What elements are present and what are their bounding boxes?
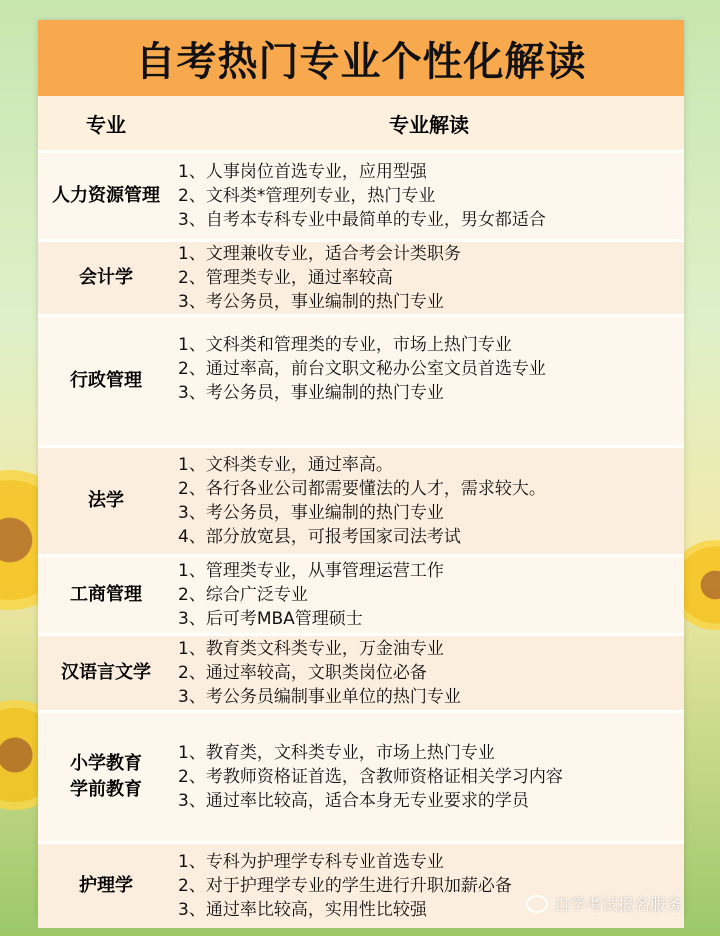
list-item: 3、通过率比较高，适合本身无专业要求的学员 <box>178 791 529 811</box>
list-item: 3、考公务员，事业编制的热门专业 <box>178 292 444 312</box>
interpretation-list <box>174 317 684 445</box>
list-item: 1、文理兼收专业，适合考会计类职务 <box>178 244 461 264</box>
list-item: 2、对于护理学专业的学生进行升职加薪必备 <box>178 876 512 896</box>
list-item: 1、教育类文科类专业，万金油专业 <box>178 639 444 659</box>
table-row <box>38 314 684 445</box>
major-name: 汉语言文学 <box>61 662 151 683</box>
table-row <box>38 554 684 633</box>
major-name: 行政管理 <box>70 370 142 391</box>
interpretation-list <box>174 448 684 554</box>
page-title: 自考热门专业个性化解读 <box>38 20 684 96</box>
table-row <box>38 633 684 710</box>
major-name: 法学 <box>88 490 124 511</box>
list-item: 1、教育类，文科类专业，市场上热门专业 <box>178 743 495 763</box>
list-item: 1、管理类专业，从事管理运营工作 <box>178 561 444 581</box>
table-row <box>38 445 684 554</box>
list-item: 2、通过率较高，文职类岗位必备 <box>178 663 427 683</box>
list-item: 3、后可考MBA管理硕士 <box>178 609 363 629</box>
wechat-icon <box>526 895 548 913</box>
list-item: 4、部分放宽县，可报考国家司法考试 <box>178 527 461 547</box>
list-item: 3、考公务员编制事业单位的热门专业 <box>178 687 461 707</box>
major-name: 人力资源管理 <box>52 185 160 206</box>
list-item: 2、通过率高，前台文职文秘办公室文员首选专业 <box>178 359 546 379</box>
table-row <box>38 150 684 239</box>
interpretation-list <box>174 557 684 633</box>
major-name: 会计学 <box>79 267 133 288</box>
interpretation-list <box>174 713 684 841</box>
major-name: 工商管理 <box>70 584 142 605</box>
list-item: 3、考公务员，事业编制的热门专业 <box>178 503 444 523</box>
interpretation-list <box>174 153 684 239</box>
list-item: 2、管理类专业，通过率较高 <box>178 268 393 288</box>
header-major: 专业 <box>86 112 126 137</box>
table-header <box>38 96 684 150</box>
list-item: 2、综合广泛专业 <box>178 585 308 605</box>
list-item: 2、考教师资格证首选，含教师资格证相关学习内容 <box>178 767 563 787</box>
list-item: 1、人事岗位首选专业，应用型强 <box>178 162 427 182</box>
list-item: 3、考公务员，事业编制的热门专业 <box>178 383 444 403</box>
table-row <box>38 710 684 841</box>
info-card <box>38 20 684 920</box>
major-name: 护理学 <box>79 875 133 896</box>
watermark-text: 自学考试报名服务 <box>554 895 683 914</box>
interpretation-list <box>174 636 684 710</box>
list-item: 1、专科为护理学专科专业首选专业 <box>178 852 444 872</box>
major-name: 小学教育 学前教育 <box>70 753 142 800</box>
table-row <box>38 239 684 314</box>
list-item: 2、文科类*管理列专业，热门专业 <box>178 186 436 206</box>
list-item: 1、文科类专业，通过率高。 <box>178 455 393 475</box>
list-item: 3、通过率比较高，实用性比较强 <box>178 900 427 920</box>
list-item: 2、各行各业公司都需要懂法的人才，需求较大。 <box>178 479 546 499</box>
watermark <box>526 892 682 915</box>
interpretation-list <box>174 844 684 928</box>
list-item: 1、文科类和管理类的专业，市场上热门专业 <box>178 335 512 355</box>
header-interpretation: 专业解读 <box>389 112 469 137</box>
list-item: 3、自考本专科专业中最简单的专业，男女都适合 <box>178 210 546 230</box>
interpretation-list <box>174 242 684 314</box>
